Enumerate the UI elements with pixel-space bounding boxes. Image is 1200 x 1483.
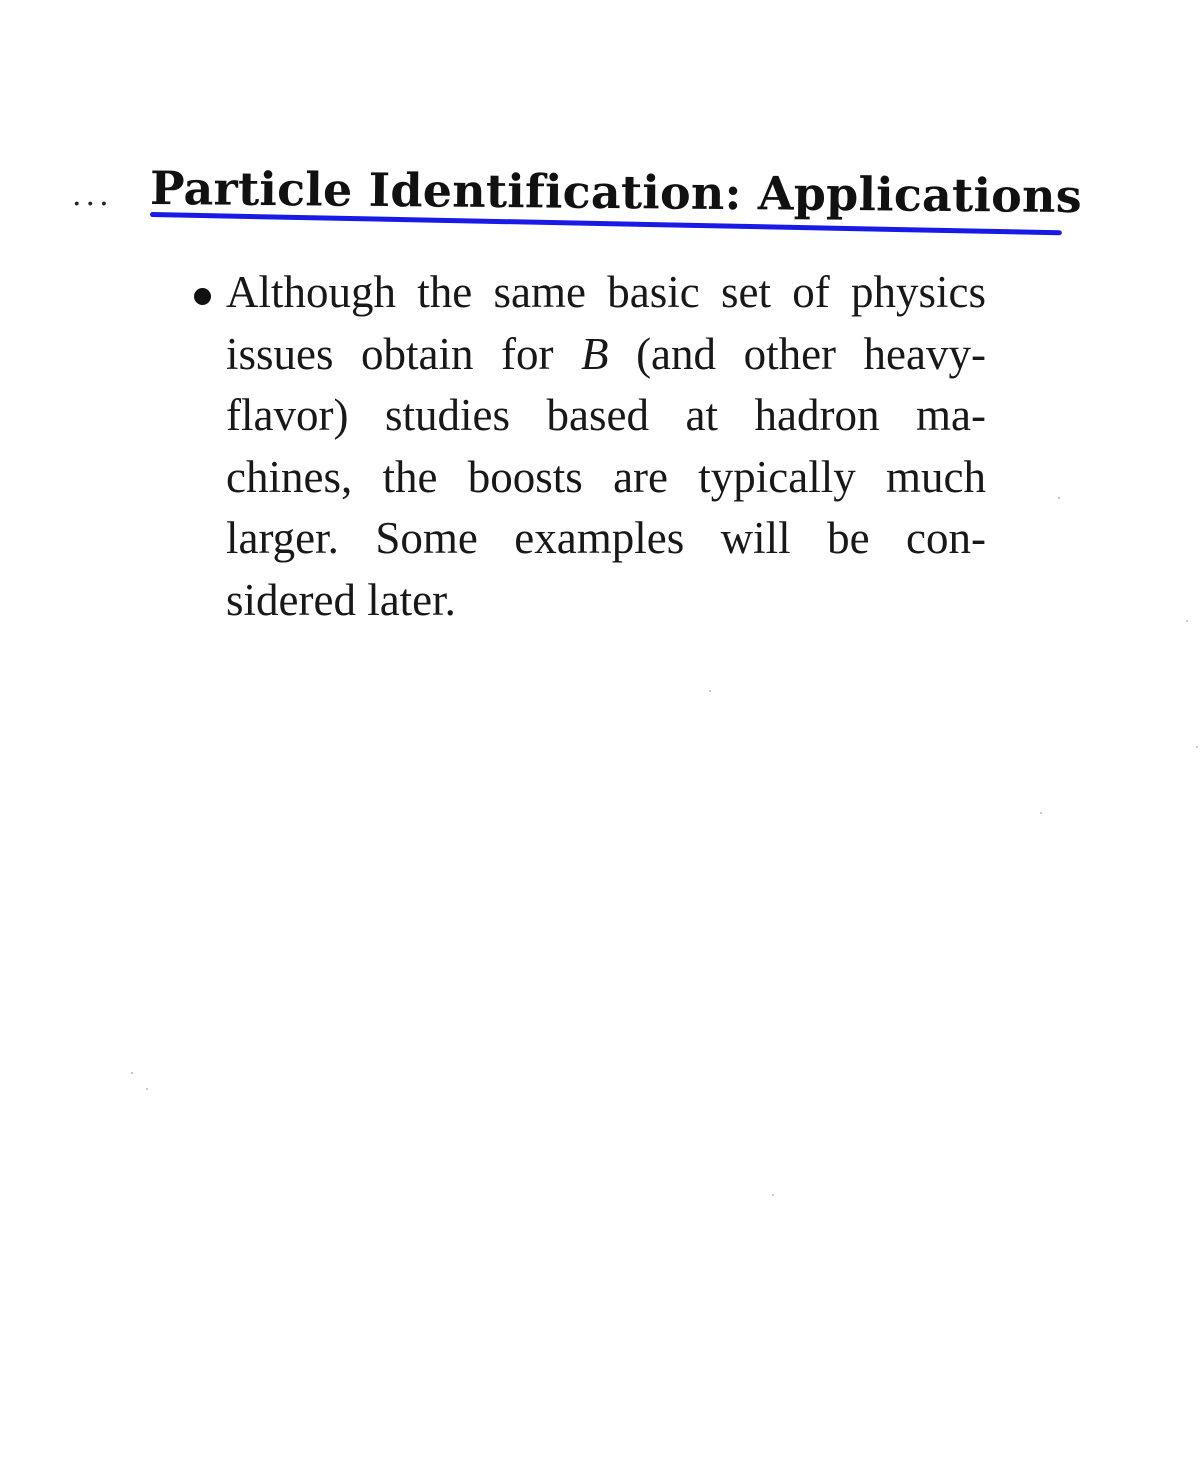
scan-speck xyxy=(131,1072,133,1074)
bullet-line-text: issues obtain for xyxy=(226,328,582,379)
bullet-item xyxy=(186,262,1006,631)
bullet-list xyxy=(186,262,1006,631)
bullet-text xyxy=(226,262,986,631)
scan-speck xyxy=(146,1088,148,1090)
slide-title: Particle Identification: Applications xyxy=(149,161,1083,224)
math-symbol-b: B xyxy=(581,328,609,379)
bullet-line: sidered later. xyxy=(226,574,456,625)
bullet-line: flavor) studies based at hadron ma- xyxy=(226,390,986,440)
scan-speck xyxy=(1058,497,1060,499)
bullet-line xyxy=(226,324,986,386)
bullet-line: larger. Some examples will be con- xyxy=(226,513,986,563)
scan-speck xyxy=(1186,620,1188,622)
scan-speck xyxy=(709,690,711,692)
bullet-line: chines, the boosts are typically much xyxy=(226,451,986,502)
bullet-line-text: (and other heavy- xyxy=(608,328,986,379)
scan-speck xyxy=(1196,746,1198,748)
scan-speck xyxy=(1040,812,1042,814)
bullet-line: Although the same basic set of physics xyxy=(226,267,986,317)
scan-speck xyxy=(772,1194,774,1196)
bullet-dot-icon xyxy=(194,288,211,305)
continuation-ellipsis: ... xyxy=(72,178,113,213)
